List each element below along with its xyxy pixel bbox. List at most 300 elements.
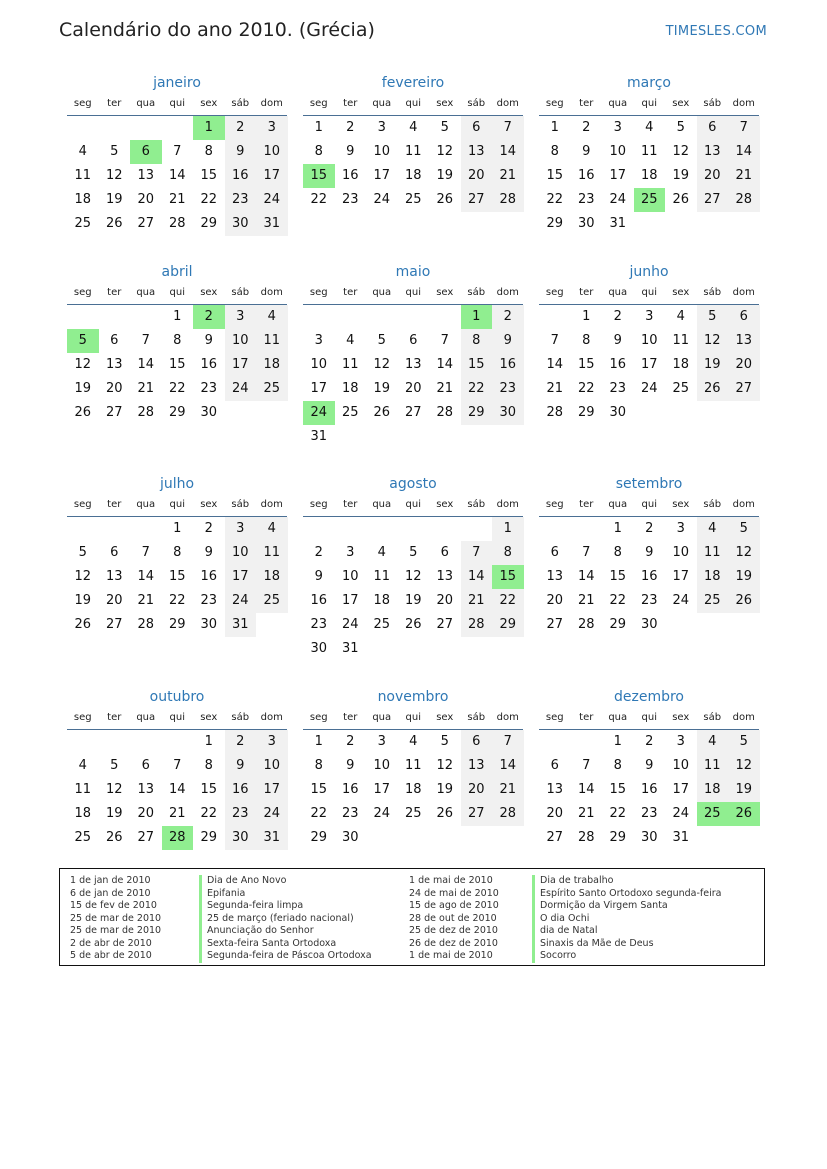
month-janeiro xyxy=(67,73,287,236)
day-cell: 23 xyxy=(310,617,328,632)
day-cell: 5 xyxy=(728,517,760,541)
day-cell: 7 xyxy=(582,545,591,560)
day-cell: 28 xyxy=(168,216,186,231)
legend-holiday-name: Dormição da Virgem Santa xyxy=(540,900,668,911)
day-cell: 18 xyxy=(697,778,729,802)
day-cell: 31 xyxy=(256,826,288,850)
day-cell: 16 xyxy=(200,357,218,372)
weekday-label: sex xyxy=(672,712,690,723)
month-setembro xyxy=(539,474,759,637)
day-cell: 8 xyxy=(173,333,182,348)
weekday-header xyxy=(539,494,759,517)
day-cell: 24 xyxy=(256,188,288,212)
holiday-legend xyxy=(59,868,765,966)
day-cell: 7 xyxy=(141,333,150,348)
day-cell: 24 xyxy=(225,589,257,613)
month-name: julho xyxy=(159,476,195,492)
weekday-label: dom xyxy=(496,287,519,298)
day-cell: 23 xyxy=(200,381,218,396)
day-empty xyxy=(130,116,162,140)
weekday-header xyxy=(67,707,287,730)
day-cell: 9 xyxy=(645,758,654,773)
day-cell: 7 xyxy=(550,333,559,348)
day-cell: 23 xyxy=(577,192,595,207)
month-name: março xyxy=(627,75,671,91)
day-cell: 22 xyxy=(310,192,328,207)
day-cell: 13 xyxy=(137,168,155,183)
day-cell: 16 xyxy=(225,778,257,802)
day-cell: 24 xyxy=(373,192,391,207)
days-grid xyxy=(303,730,523,850)
day-cell: 18 xyxy=(672,357,690,372)
day-cell: 23 xyxy=(341,192,359,207)
month-outubro xyxy=(67,687,287,850)
day-cell: 29 xyxy=(492,613,524,637)
weekday-label: sex xyxy=(200,287,218,298)
day-cell: 18 xyxy=(74,806,92,821)
day-cell: 27 xyxy=(461,802,493,826)
day-cell: 28 xyxy=(162,826,194,850)
weekday-label: sáb xyxy=(231,712,250,723)
legend-holiday-name: dia de Natal xyxy=(540,925,598,936)
day-empty xyxy=(539,730,571,754)
day-empty xyxy=(162,730,194,754)
weekday-label: dom xyxy=(732,98,755,109)
day-cell: 19 xyxy=(728,565,760,589)
day-cell: 31 xyxy=(225,613,257,637)
day-cell: 13 xyxy=(728,329,760,353)
day-cell: 3 xyxy=(225,517,257,541)
weekday-label: seg xyxy=(309,712,328,723)
day-cell: 22 xyxy=(461,377,493,401)
day-cell: 15 xyxy=(577,357,595,372)
day-empty xyxy=(366,305,398,329)
day-empty xyxy=(99,116,131,140)
day-cell: 8 xyxy=(550,144,559,159)
day-empty xyxy=(398,517,430,541)
legend-date: 5 de abr de 2010 xyxy=(70,950,152,961)
day-cell: 11 xyxy=(640,144,658,159)
day-cell: 12 xyxy=(672,144,690,159)
day-cell: 4 xyxy=(697,730,729,754)
weekday-label: ter xyxy=(579,499,594,510)
days-grid xyxy=(303,116,523,212)
day-cell: 12 xyxy=(728,754,760,778)
day-cell: 16 xyxy=(225,164,257,188)
day-cell: 6 xyxy=(461,116,493,140)
days-grid xyxy=(67,116,287,236)
day-cell: 14 xyxy=(577,569,595,584)
day-cell: 19 xyxy=(74,381,92,396)
month-maio xyxy=(303,262,523,449)
day-cell: 26 xyxy=(74,405,92,420)
day-cell: 17 xyxy=(640,357,658,372)
weekday-label: seg xyxy=(309,98,328,109)
weekday-label: qua xyxy=(608,712,628,723)
day-cell: 3 xyxy=(314,333,323,348)
day-cell: 20 xyxy=(546,806,564,821)
day-cell: 1 xyxy=(613,521,622,536)
day-cell: 11 xyxy=(256,329,288,353)
day-cell: 21 xyxy=(577,593,595,608)
legend-names-right xyxy=(532,875,722,963)
day-empty xyxy=(366,517,398,541)
weekday-label: ter xyxy=(579,98,594,109)
day-cell: 17 xyxy=(225,353,257,377)
legend-holiday-name: Sinaxis da Mãe de Deus xyxy=(540,937,654,949)
day-cell: 10 xyxy=(640,333,658,348)
day-cell: 23 xyxy=(492,377,524,401)
day-cell: 28 xyxy=(137,405,155,420)
brand-link[interactable]: TIMESLES.COM xyxy=(665,24,767,39)
day-cell: 19 xyxy=(672,168,690,183)
day-cell: 5 xyxy=(440,120,449,135)
weekday-label: sáb xyxy=(231,98,250,109)
day-cell: 10 xyxy=(672,545,690,560)
weekday-header xyxy=(303,282,523,305)
day-cell: 4 xyxy=(256,305,288,329)
day-cell: 27 xyxy=(728,377,760,401)
day-cell: 25 xyxy=(404,192,422,207)
day-cell: 5 xyxy=(440,734,449,749)
day-cell: 17 xyxy=(609,168,627,183)
day-cell: 17 xyxy=(672,569,690,584)
day-cell: 7 xyxy=(173,758,182,773)
weekday-label: ter xyxy=(343,98,358,109)
legend-holiday-name: Dia de trabalho xyxy=(540,875,614,886)
month-name: agosto xyxy=(389,476,437,492)
weekday-label: sex xyxy=(672,287,690,298)
day-cell: 11 xyxy=(74,782,92,797)
day-cell: 26 xyxy=(672,192,690,207)
day-cell: 10 xyxy=(672,758,690,773)
day-cell: 3 xyxy=(613,120,622,135)
weekday-label: ter xyxy=(107,98,122,109)
day-cell: 25 xyxy=(697,802,729,826)
day-cell: 27 xyxy=(546,830,564,845)
day-cell: 5 xyxy=(728,730,760,754)
day-cell: 31 xyxy=(672,830,690,845)
weekday-label: ter xyxy=(579,712,594,723)
day-cell: 3 xyxy=(377,734,386,749)
day-cell: 27 xyxy=(436,617,454,632)
legend-holiday-name: Epifania xyxy=(207,887,246,899)
day-empty xyxy=(335,305,367,329)
day-cell: 9 xyxy=(492,329,524,353)
weekday-label: ter xyxy=(343,287,358,298)
day-cell: 24 xyxy=(225,377,257,401)
day-cell: 7 xyxy=(461,541,493,565)
day-cell: 24 xyxy=(341,617,359,632)
day-cell: 9 xyxy=(225,754,257,778)
day-cell: 30 xyxy=(341,830,359,845)
day-cell: 27 xyxy=(137,216,155,231)
weekday-label: dom xyxy=(260,98,283,109)
day-cell: 10 xyxy=(256,140,288,164)
day-cell: 6 xyxy=(550,758,559,773)
legend-holiday-name: O dia Ochi xyxy=(540,912,590,924)
day-cell: 25 xyxy=(404,806,422,821)
legend-date: 1 de jan de 2010 xyxy=(70,875,151,886)
weekday-label: dom xyxy=(732,499,755,510)
day-cell: 14 xyxy=(728,140,760,164)
day-cell: 1 xyxy=(204,734,213,749)
day-cell: 28 xyxy=(728,188,760,212)
day-cell: 24 xyxy=(672,806,690,821)
day-cell: 22 xyxy=(310,806,328,821)
day-cell: 2 xyxy=(582,120,591,135)
legend-names-left xyxy=(199,875,372,963)
day-cell: 21 xyxy=(137,381,155,396)
day-cell: 13 xyxy=(137,782,155,797)
weekday-label: sáb xyxy=(231,287,250,298)
day-cell: 12 xyxy=(105,782,123,797)
day-cell: 20 xyxy=(728,353,760,377)
day-empty xyxy=(539,517,571,541)
day-cell: 9 xyxy=(314,569,323,584)
day-cell: 17 xyxy=(373,782,391,797)
day-empty xyxy=(67,305,99,329)
day-cell: 12 xyxy=(373,357,391,372)
day-cell: 21 xyxy=(492,778,524,802)
day-cell: 27 xyxy=(546,617,564,632)
day-cell: 15 xyxy=(200,782,218,797)
day-empty xyxy=(99,517,131,541)
day-cell: 29 xyxy=(577,405,595,420)
day-cell: 17 xyxy=(225,565,257,589)
day-cell: 31 xyxy=(609,216,627,231)
weekday-label: qui xyxy=(169,712,185,723)
day-cell: 11 xyxy=(256,541,288,565)
day-cell: 17 xyxy=(672,782,690,797)
day-cell: 10 xyxy=(256,754,288,778)
day-cell: 27 xyxy=(461,188,493,212)
weekday-label: seg xyxy=(73,712,92,723)
day-cell: 6 xyxy=(110,333,119,348)
day-cell: 9 xyxy=(346,144,355,159)
day-cell: 29 xyxy=(168,617,186,632)
day-cell: 22 xyxy=(609,806,627,821)
weekday-label: dom xyxy=(496,712,519,723)
day-cell: 20 xyxy=(436,593,454,608)
day-cell: 3 xyxy=(377,120,386,135)
weekday-label: dom xyxy=(260,712,283,723)
day-cell: 9 xyxy=(204,545,213,560)
day-cell: 24 xyxy=(640,381,658,396)
legend-holiday-name: Anunciação do Senhor xyxy=(207,925,314,936)
weekday-label: sex xyxy=(436,712,454,723)
day-cell: 11 xyxy=(404,144,422,159)
day-cell: 28 xyxy=(137,617,155,632)
day-cell: 27 xyxy=(404,405,422,420)
weekday-label: sex xyxy=(436,287,454,298)
day-cell: 19 xyxy=(105,806,123,821)
day-cell: 5 xyxy=(409,545,418,560)
day-cell: 29 xyxy=(200,216,218,231)
day-cell: 9 xyxy=(613,333,622,348)
day-cell: 15 xyxy=(310,782,328,797)
day-cell: 28 xyxy=(546,405,564,420)
day-cell: 8 xyxy=(613,758,622,773)
day-cell: 20 xyxy=(697,164,729,188)
day-cell: 15 xyxy=(609,569,627,584)
day-cell: 22 xyxy=(200,806,218,821)
day-cell: 15 xyxy=(609,782,627,797)
weekday-header xyxy=(539,93,759,116)
day-cell: 19 xyxy=(74,593,92,608)
day-cell: 19 xyxy=(728,778,760,802)
day-cell: 7 xyxy=(582,758,591,773)
day-cell: 26 xyxy=(404,617,422,632)
weekday-label: sáb xyxy=(467,499,486,510)
day-cell: 8 xyxy=(173,545,182,560)
weekday-header xyxy=(67,93,287,116)
day-cell: 20 xyxy=(105,381,123,396)
day-empty xyxy=(429,305,461,329)
day-cell: 6 xyxy=(550,545,559,560)
day-cell: 23 xyxy=(225,802,257,826)
day-cell: 27 xyxy=(105,617,123,632)
days-grid xyxy=(303,305,523,449)
day-cell: 5 xyxy=(67,329,99,353)
day-cell: 30 xyxy=(225,826,257,850)
day-cell: 4 xyxy=(256,517,288,541)
day-cell: 21 xyxy=(137,593,155,608)
day-cell: 1 xyxy=(314,120,323,135)
weekday-label: seg xyxy=(545,98,564,109)
day-cell: 30 xyxy=(640,830,658,845)
day-cell: 9 xyxy=(346,758,355,773)
weekday-label: sáb xyxy=(231,499,250,510)
day-cell: 4 xyxy=(346,333,355,348)
day-cell: 2 xyxy=(645,734,654,749)
day-cell: 14 xyxy=(492,754,524,778)
weekday-label: qua xyxy=(608,499,628,510)
day-cell: 21 xyxy=(436,381,454,396)
legend-date: 1 de mai de 2010 xyxy=(409,875,493,886)
month-name: maio xyxy=(395,264,431,280)
day-cell: 15 xyxy=(168,357,186,372)
weekday-label: qui xyxy=(641,98,657,109)
month-name: outubro xyxy=(149,689,205,705)
weekday-header xyxy=(539,282,759,305)
day-empty xyxy=(130,517,162,541)
month-novembro xyxy=(303,687,523,850)
days-grid xyxy=(539,730,759,850)
weekday-label: qui xyxy=(641,287,657,298)
weekday-label: qua xyxy=(608,287,628,298)
day-cell: 22 xyxy=(168,593,186,608)
day-cell: 3 xyxy=(346,545,355,560)
day-cell: 10 xyxy=(341,569,359,584)
day-cell: 1 xyxy=(550,120,559,135)
day-empty xyxy=(130,730,162,754)
day-cell: 2 xyxy=(645,521,654,536)
day-cell: 18 xyxy=(373,593,391,608)
day-cell: 25 xyxy=(697,589,729,613)
day-cell: 30 xyxy=(225,212,257,236)
weekday-label: seg xyxy=(545,712,564,723)
month-junho xyxy=(539,262,759,425)
weekday-label: seg xyxy=(73,98,92,109)
weekday-label: seg xyxy=(309,287,328,298)
day-cell: 30 xyxy=(492,401,524,425)
day-cell: 14 xyxy=(546,357,564,372)
day-cell: 13 xyxy=(461,140,493,164)
legend-dates-left xyxy=(70,875,161,963)
month-name: fevereiro xyxy=(381,75,445,91)
month-name: dezembro xyxy=(614,689,684,705)
weekday-label: sex xyxy=(200,499,218,510)
day-cell: 29 xyxy=(310,830,328,845)
days-grid xyxy=(67,517,287,637)
day-cell: 1 xyxy=(582,309,591,324)
day-cell: 29 xyxy=(609,830,627,845)
day-cell: 8 xyxy=(582,333,591,348)
day-cell: 1 xyxy=(173,521,182,536)
days-grid xyxy=(67,730,287,850)
day-cell: 26 xyxy=(105,830,123,845)
day-cell: 28 xyxy=(461,613,493,637)
weekday-label: sex xyxy=(672,499,690,510)
day-cell: 19 xyxy=(373,381,391,396)
day-cell: 29 xyxy=(609,617,627,632)
day-empty xyxy=(303,305,335,329)
weekday-label: qua xyxy=(372,98,392,109)
day-cell: 29 xyxy=(461,401,493,425)
day-empty xyxy=(67,517,99,541)
day-cell: 13 xyxy=(546,782,564,797)
weekday-label: sáb xyxy=(703,499,722,510)
day-cell: 14 xyxy=(168,782,186,797)
days-grid xyxy=(303,517,523,661)
day-cell: 14 xyxy=(137,569,155,584)
day-cell: 7 xyxy=(440,333,449,348)
day-empty xyxy=(461,517,493,541)
day-cell: 26 xyxy=(436,192,454,207)
day-cell: 2 xyxy=(346,734,355,749)
day-cell: 22 xyxy=(577,381,595,396)
day-cell: 25 xyxy=(256,589,288,613)
day-cell: 18 xyxy=(404,782,422,797)
day-cell: 23 xyxy=(200,593,218,608)
day-cell: 5 xyxy=(377,333,386,348)
day-cell: 14 xyxy=(461,565,493,589)
day-cell: 2 xyxy=(193,305,225,329)
day-empty xyxy=(67,730,99,754)
weekday-label: qui xyxy=(405,712,421,723)
day-cell: 25 xyxy=(341,405,359,420)
day-cell: 8 xyxy=(492,541,524,565)
day-cell: 16 xyxy=(200,569,218,584)
legend-date: 2 de abr de 2010 xyxy=(70,937,152,949)
legend-date: 15 de fev de 2010 xyxy=(70,900,157,911)
day-cell: 1 xyxy=(461,305,493,329)
day-cell: 11 xyxy=(404,758,422,773)
weekday-header xyxy=(303,707,523,730)
day-cell: 6 xyxy=(130,140,162,164)
day-cell: 8 xyxy=(461,329,493,353)
day-cell: 1 xyxy=(314,734,323,749)
weekday-label: qui xyxy=(169,98,185,109)
day-cell: 24 xyxy=(256,802,288,826)
day-empty xyxy=(571,517,603,541)
day-cell: 21 xyxy=(492,164,524,188)
day-empty xyxy=(539,305,571,329)
day-cell: 6 xyxy=(409,333,418,348)
day-cell: 11 xyxy=(697,754,729,778)
day-cell: 2 xyxy=(613,309,622,324)
